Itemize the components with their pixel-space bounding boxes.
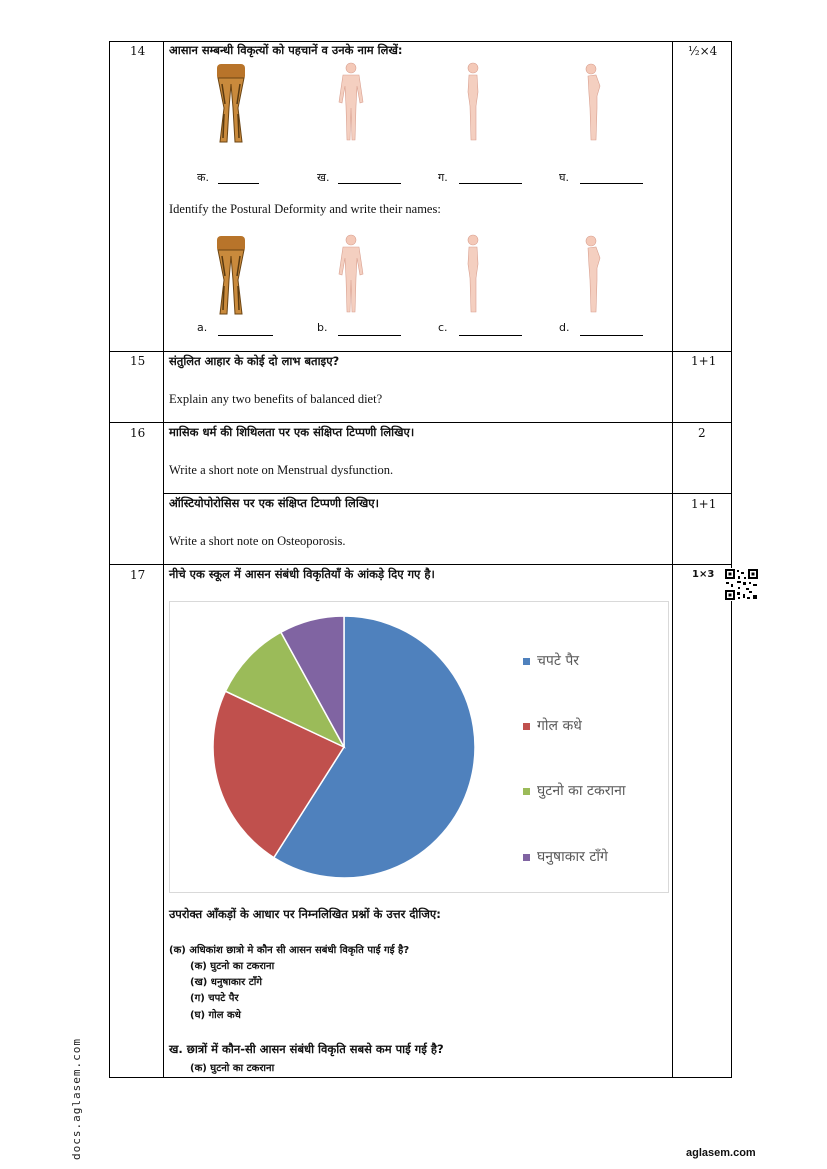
answer-blank-c[interactable] — [459, 335, 522, 336]
question-17-instruction: उपरोक्त आँकड़ों के आधार पर निम्नलिखित प्रश्नों के उत्तर दीजिए: — [169, 907, 441, 921]
legend-item-knock-knees — [523, 781, 626, 800]
legend-swatch — [523, 658, 530, 665]
question-17b-text: ख. छात्रों में कौन-सी आसन संबंधी विकृति सबसे कम पाई गई है? — [169, 1042, 444, 1056]
knock-knees-figure-icon — [211, 64, 251, 146]
legend-label: चपटे पैर — [537, 653, 580, 669]
body-side-figure-icon — [461, 234, 485, 316]
row-border-16-17 — [109, 564, 732, 565]
knock-knees-figure-icon — [211, 236, 251, 318]
body-back-figure-icon — [333, 234, 369, 316]
pie-chart-frame — [169, 601, 669, 893]
legend-item-round-shoulders — [523, 716, 582, 735]
question-17b-option-1: (क) घुटनो का टकराना — [190, 1063, 275, 1074]
body-side-kyphosis-figure-icon — [581, 62, 605, 144]
answer-blank-gha[interactable] — [580, 183, 643, 184]
figure-label-ga: ग. — [438, 171, 448, 184]
question-marks-17: 1×3 — [692, 569, 715, 580]
legend-item-flat-feet — [523, 651, 579, 670]
answer-blank-kha[interactable] — [338, 183, 401, 184]
figure-label-a: a. — [197, 321, 208, 334]
question-14-english: Identify the Postural Deformity and write their names: — [169, 202, 441, 216]
row-border-15-16 — [109, 422, 732, 423]
answer-blank-ga[interactable] — [459, 183, 522, 184]
answer-blank-d[interactable] — [580, 335, 643, 336]
question-number-15: 15 — [130, 354, 146, 368]
question-17a-option-1: (क) घुटनो का टकराना — [190, 961, 275, 972]
row-border-14-15 — [109, 351, 732, 352]
question-marks-16a: 2 — [698, 426, 706, 440]
legend-swatch — [523, 854, 530, 861]
col-border-left — [109, 41, 110, 1078]
figure-label-kha: ख. — [317, 171, 330, 184]
question-number-14: 14 — [130, 44, 146, 58]
question-16a-hindi: मासिक धर्म की शिथिलता पर एक संक्षिप्त टिप्पणी लिखिए। — [169, 425, 415, 439]
question-17-hindi: नीचे एक स्कूल में आसन संबंधी विकृतियाँ के आंकड़े दिए गए है। — [169, 567, 435, 581]
question-number-16: 16 — [130, 426, 146, 440]
row-border-16a-16b — [163, 493, 732, 494]
legend-label: घनुषाकार टाँगे — [537, 849, 608, 865]
question-marks-15: 1+1 — [691, 354, 717, 368]
legend-label: गोल कधे — [537, 718, 582, 734]
row-border-top — [109, 41, 732, 42]
figure-label-b: b. — [317, 321, 328, 334]
question-marks-16b: 1+1 — [691, 497, 717, 511]
body-side-figure-icon — [461, 62, 485, 144]
qr-code-icon — [724, 568, 759, 601]
question-17a-text: (क) अधिकांश छात्रो मे कौन सी आसन सबंधी विकृति पाई गई है? — [169, 945, 410, 956]
answer-blank-ka[interactable] — [218, 183, 259, 184]
answer-blank-b[interactable] — [338, 335, 401, 336]
body-back-figure-icon — [333, 62, 369, 144]
legend-item-bow-legs — [523, 847, 608, 866]
question-16b-hindi: ऑस्टियोपोरोसिस पर एक संक्षिप्त टिप्पणी लिखिए। — [169, 496, 379, 510]
question-marks-14: ½×4 — [688, 44, 718, 58]
col-border-qno — [163, 41, 164, 1078]
question-17a-option-4: (घ) गोल कधे — [190, 1010, 241, 1021]
legend-swatch — [523, 788, 530, 795]
figure-label-gha: घ. — [559, 171, 569, 184]
col-border-right — [731, 41, 732, 1078]
side-watermark-url: docs.aglasem.com — [70, 1038, 83, 1160]
question-14-hindi: आसान सम्बन्धी विकृत्यों को पहचानें व उनके नाम लिखें: — [169, 43, 403, 57]
footer-brand: aglasem.com — [686, 1147, 756, 1159]
question-15-hindi: संतुलित आहार के कोई दो लाभ बताइए? — [169, 354, 340, 368]
question-17a-option-2: (ख) धनुषाकार टाँगे — [190, 977, 262, 988]
legend-label: घुटनो का टकराना — [537, 783, 626, 799]
col-border-marks — [672, 41, 673, 1078]
question-17a-option-3: (ग) चपटे पैर — [190, 993, 239, 1004]
body-side-kyphosis-figure-icon — [581, 234, 605, 316]
question-15-english: Explain any two benefits of balanced diet? — [169, 392, 383, 406]
figure-label-d: d. — [559, 321, 570, 334]
legend-swatch — [523, 723, 530, 730]
question-16b-english: Write a short note on Osteoporosis. — [169, 534, 346, 548]
question-16a-english: Write a short note on Menstrual dysfunction. — [169, 463, 394, 477]
figure-label-ka: क. — [197, 171, 209, 184]
row-border-bottom — [109, 1077, 732, 1078]
question-number-17: 17 — [130, 568, 146, 582]
answer-blank-a[interactable] — [218, 335, 273, 336]
figure-label-c: c. — [438, 321, 448, 334]
